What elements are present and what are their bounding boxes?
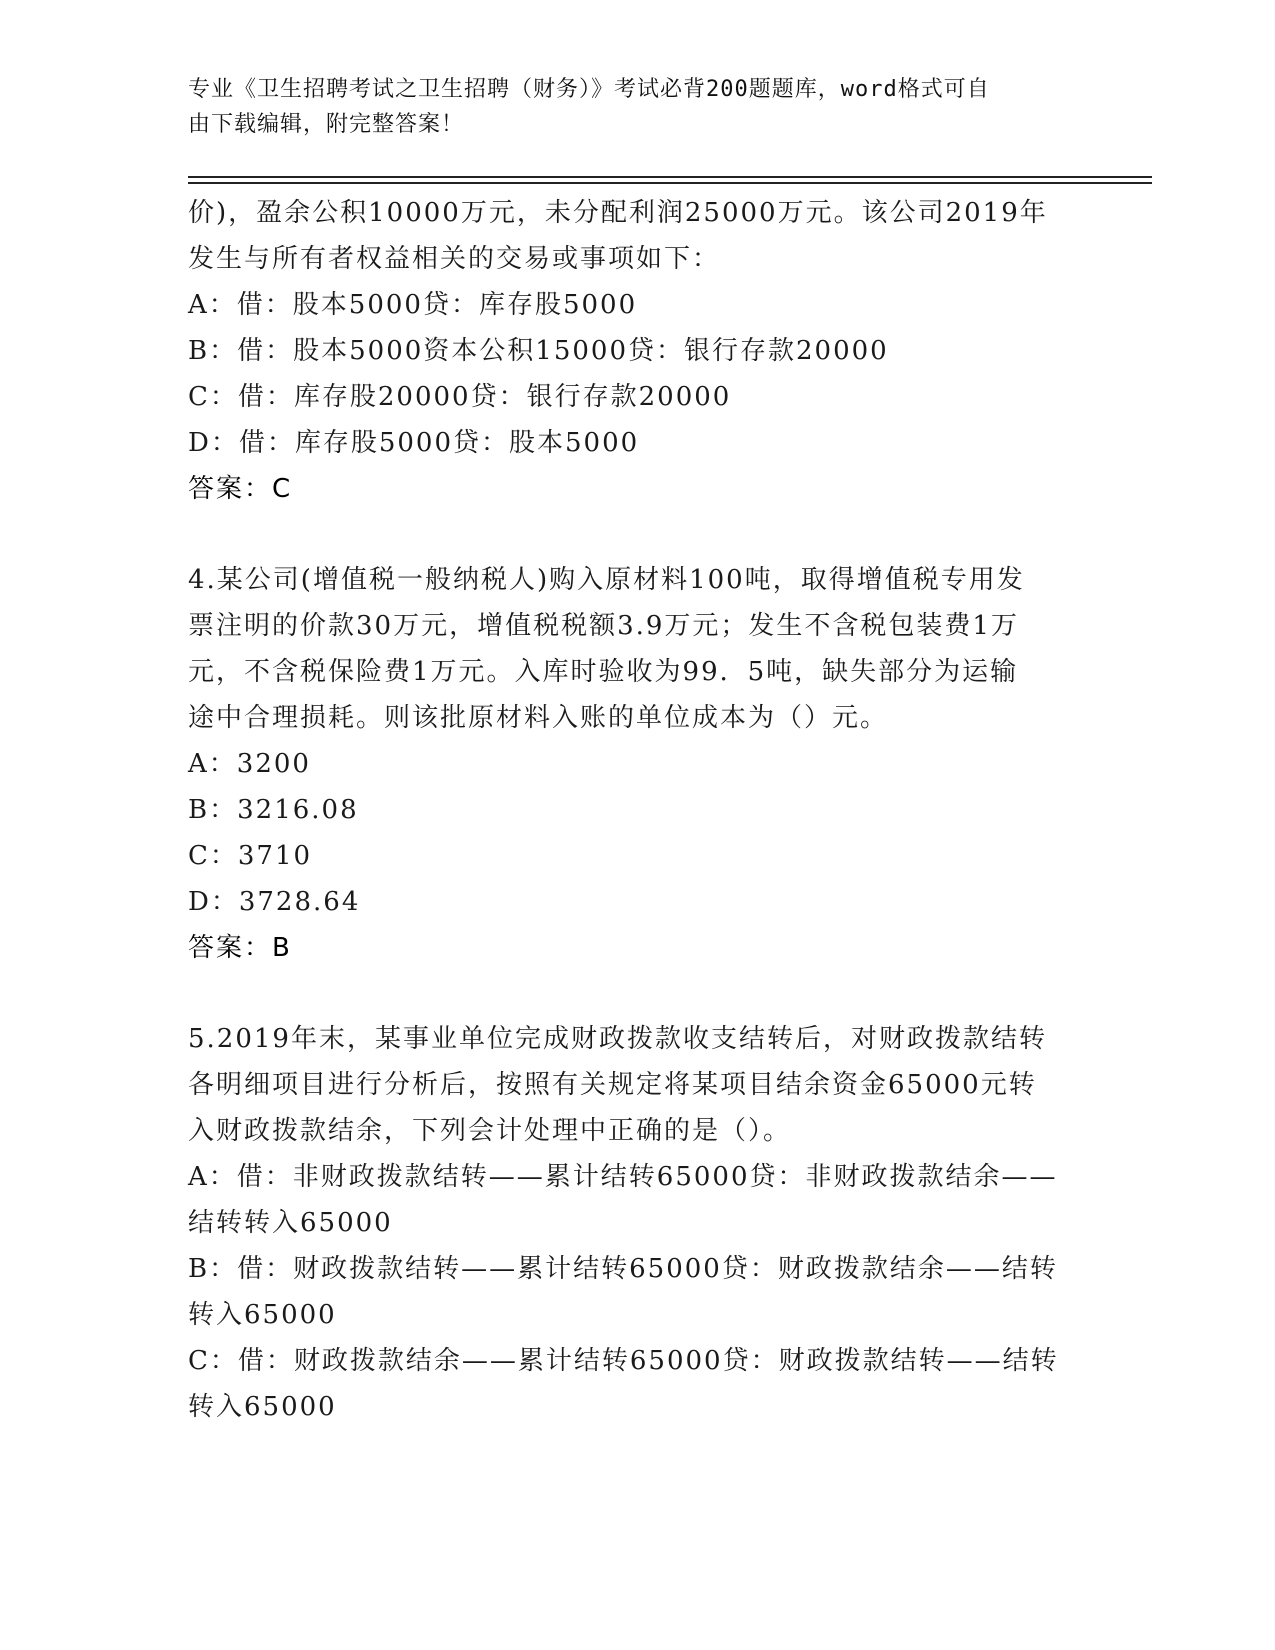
question-stem-line: 途中合理损耗。则该批原材料入账的单位成本为（）元。 xyxy=(188,703,889,733)
header-line-2: 由下载编辑，附完整答案！ xyxy=(188,112,465,137)
page-header xyxy=(188,72,1068,142)
question-stem-line: 4.某公司(增值税一般纳税人)购入原材料100吨，取得增值税专用发 xyxy=(188,565,1025,595)
document-body xyxy=(188,190,1108,1430)
option-c-continued: 转入65000 xyxy=(188,1392,337,1422)
question-stem-line: 元，不含税保险费1万元。入库时验收为99．5吨，缺失部分为运输 xyxy=(188,657,1019,687)
option-a: A：借：非财政拨款结转——累计结转65000贷：非财政拨款结余—— xyxy=(188,1162,1058,1192)
question-stem-line: 发生与所有者权益相关的交易或事项如下： xyxy=(188,244,721,274)
option-d: D：3728.64 xyxy=(188,887,361,917)
question-3 xyxy=(188,190,1108,512)
header-rule-bottom xyxy=(188,182,1152,184)
question-stem-line: 票注明的价款30万元，增值税税额3.9万元；发生不含税包装费1万 xyxy=(188,611,1019,641)
question-spacer xyxy=(188,971,1108,1016)
option-c: C：借：财政拨款结余——累计结转65000贷：财政拨款结转——结转 xyxy=(188,1346,1059,1376)
option-c: C：借：库存股20000贷：银行存款20000 xyxy=(188,382,732,412)
option-b: B：借：财政拨款结转——累计结转65000贷：财政拨款结余——结转 xyxy=(188,1254,1058,1284)
question-stem-line: 5.2019年末，某事业单位完成财政拨款收支结转后，对财政拨款结转 xyxy=(188,1024,1047,1054)
option-d: D：借：库存股5000贷：股本5000 xyxy=(188,428,640,458)
option-a: A：借：股本5000贷：库存股5000 xyxy=(188,290,638,320)
answer-label: 答案：B xyxy=(188,933,292,963)
option-b-continued: 转入65000 xyxy=(188,1300,337,1330)
answer-label: 答案：C xyxy=(188,474,293,504)
header-rule-top xyxy=(188,176,1152,178)
question-spacer xyxy=(188,512,1108,557)
question-4 xyxy=(188,557,1108,971)
option-a-continued: 结转转入65000 xyxy=(188,1208,393,1238)
option-a: A：3200 xyxy=(188,749,311,779)
question-5 xyxy=(188,1016,1108,1430)
question-stem-line: 价)，盈余公积10000万元，未分配利润25000万元。该公司2019年 xyxy=(188,198,1048,228)
header-line-1: 专业《卫生招聘考试之卫生招聘（财务）》考试必背200题题库，word格式可自 xyxy=(188,77,990,102)
option-c: C：3710 xyxy=(188,841,313,871)
option-b: B：3216.08 xyxy=(188,795,359,825)
question-stem-line: 各明细项目进行分析后，按照有关规定将某项目结余资金65000元转 xyxy=(188,1070,1037,1100)
option-b: B：借：股本5000资本公积15000贷：银行存款20000 xyxy=(188,336,889,366)
question-stem-line: 入财政拨款结余，下列会计处理中正确的是（）。 xyxy=(188,1116,792,1146)
